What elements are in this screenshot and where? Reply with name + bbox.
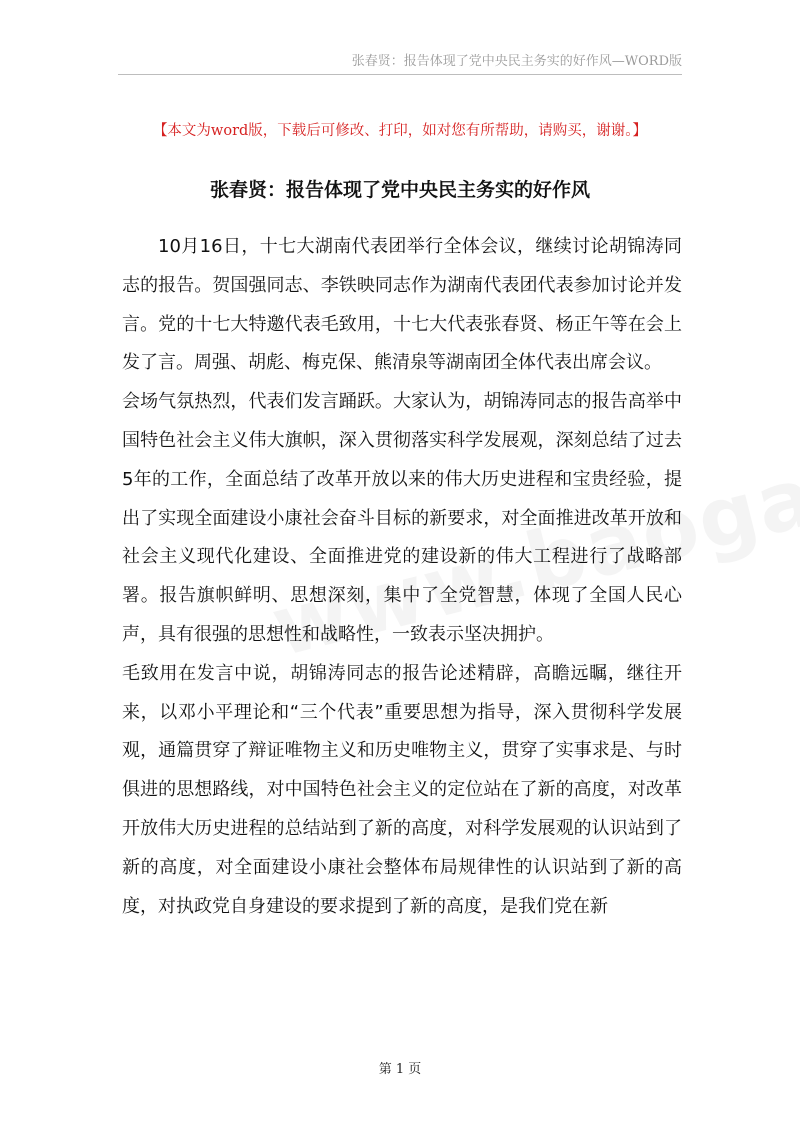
paragraph-1: 10月16日，十七大湖南代表团举行全体会议，继续讨论胡锦涛同志的报告。贺国强同志、李铁映同志作为湖南代表团代表参加讨论并发言。党的十七大特邀代表毛致用，十七大代表张春贤、杨正午等在会上发了言。周强、胡彪、梅克保、熊清泉等湖南团全体代表出席会议。 [122,236,682,374]
page-number: 第 1 页 [378,1062,422,1077]
header-divider [118,74,682,75]
paragraph-2: 会场气氛热烈，代表们发言踊跃。大家认为，胡锦涛同志的报告高举中国特色社会主义伟大旗帜，深入贯彻落实科学发展观，深刻总结了过去5年的工作，全面总结了改革开放以来的伟大历史进程和宝贵经验，提出了实现全面建设小康社会奋斗目标的新要求，对全面推进改革开放和社会主义现代化建设、全面推进党的建设新的伟大工程进行了战略部署。报告旗帜鲜明、思想深刻，集中了全党智慧，体现了全国人民心声，具有很强的思想性和战略性，一致表示坚决拥护。 [122,391,682,645]
article-body [122,228,682,926]
paragraph-3: 毛致用在发言中说，胡锦涛同志的报告论述精辟，高瞻远瞩，继往开来，以邓小平理论和“三个代表”重要思想为指导，深入贯彻科学发展观，通篇贯穿了辩证唯物主义和历史唯物主义，贯穿了实事求是、与时俱进的思想路线，对中国特色社会主义的定位站在了新的高度，对改革开放伟大历史进程的总结站到了新的高度，对科学发展观的认识站到了新的高度，对全面建设小康社会整体布局规律性的认识站到了新的高度，对执政党自身建设的要求提到了新的高度，是我们党在新 [122,662,682,917]
running-header: 张春贤：报告体现了党中央民主务实的好作风—WORD版 [351,54,682,69]
article-title: 张春贤：报告体现了党中央民主务实的好作风 [209,179,590,201]
purchase-notice: 【本文为word版，下载后可修改、打印，如对您有所帮助，请购买，谢谢。】 [152,123,648,139]
